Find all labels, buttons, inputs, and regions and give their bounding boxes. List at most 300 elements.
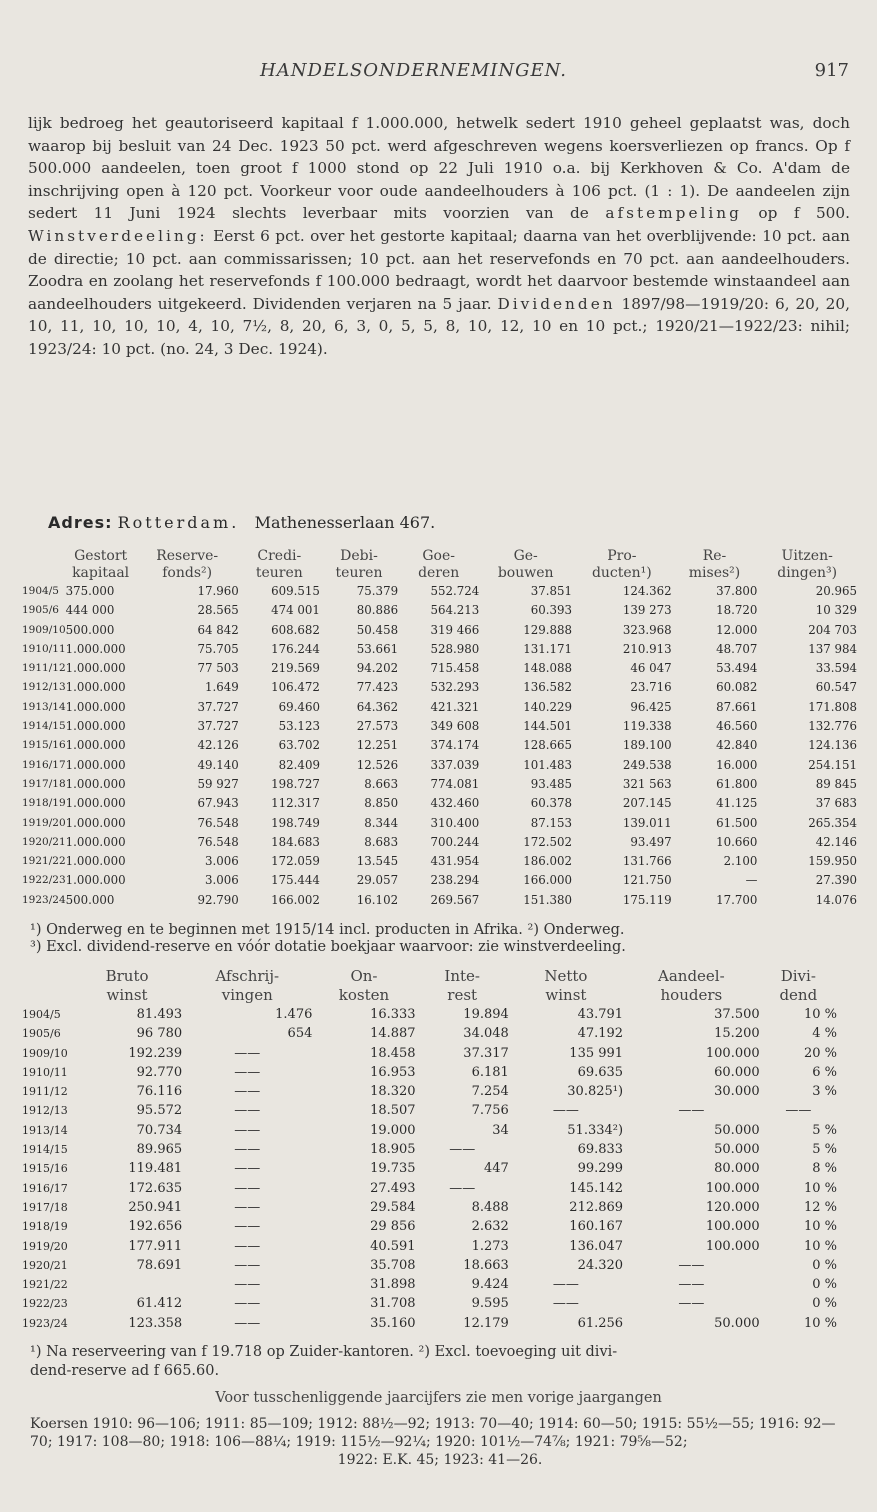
table-cell: 106.472 bbox=[271, 680, 320, 695]
table-cell: 1.000.000 bbox=[65, 834, 126, 849]
column-header-line: dingen³) bbox=[777, 565, 838, 581]
column-header-line: Divi- bbox=[780, 967, 816, 985]
year-cell: 1918/19 bbox=[22, 797, 66, 810]
table-cell: 34.048 bbox=[463, 1026, 509, 1042]
table-cell: 19.894 bbox=[463, 1007, 509, 1022]
table-cell: 37.851 bbox=[530, 584, 573, 598]
column-header bbox=[572, 548, 672, 582]
table-cell: —— bbox=[678, 1103, 705, 1119]
year-cell: 1919/20 bbox=[22, 1239, 68, 1253]
balance-table bbox=[22, 548, 857, 910]
table-cell: 1.000.000 bbox=[65, 641, 126, 656]
column-header-line: winst bbox=[106, 986, 148, 1004]
table-cell: 64 842 bbox=[197, 622, 239, 637]
table-cell: —— bbox=[234, 1238, 261, 1254]
table-cell: 172.502 bbox=[523, 834, 573, 849]
column-header bbox=[182, 967, 312, 1005]
table-cell: 80.886 bbox=[356, 603, 399, 618]
running-title: HANDELSONDERNEMINGEN. bbox=[260, 60, 567, 81]
table-cell: 175.119 bbox=[622, 892, 672, 907]
table-cell: 189.100 bbox=[622, 738, 672, 753]
table-cell: 171.808 bbox=[808, 699, 857, 714]
table-row bbox=[22, 1159, 837, 1178]
table-cell: 18.663 bbox=[463, 1257, 509, 1273]
year-column-header bbox=[22, 967, 72, 1005]
table-cell: 96.425 bbox=[630, 699, 672, 714]
table-cell: 10 329 bbox=[815, 603, 857, 618]
table-row bbox=[22, 698, 857, 717]
column-header-line: kosten bbox=[338, 986, 390, 1004]
table-cell: 93.485 bbox=[530, 776, 573, 791]
year-cell: 1922/23 bbox=[22, 1297, 68, 1311]
column-header-line: winst bbox=[545, 986, 587, 1004]
year-cell: 1917/18 bbox=[22, 1200, 68, 1214]
year-cell: 1922/23 bbox=[22, 874, 66, 887]
table-row bbox=[22, 601, 857, 620]
table-cell: 63.702 bbox=[278, 738, 320, 753]
table-row bbox=[22, 1179, 837, 1198]
table-cell: 119.338 bbox=[622, 719, 672, 734]
table-cell: 552.724 bbox=[430, 584, 480, 598]
table-cell: 0 % bbox=[812, 1257, 837, 1273]
table-cell: 89.965 bbox=[136, 1142, 183, 1158]
table-cell: 14.887 bbox=[370, 1026, 416, 1042]
table-cell: 145.142 bbox=[569, 1180, 624, 1196]
table-cell: 60.082 bbox=[716, 680, 758, 695]
table-cell: 148.088 bbox=[523, 661, 573, 676]
column-header-line: Re- bbox=[702, 548, 727, 564]
table-cell: 528.980 bbox=[430, 641, 480, 656]
table-cell: —— bbox=[234, 1103, 261, 1119]
table-row bbox=[22, 736, 857, 755]
table-cell: 3 % bbox=[812, 1084, 837, 1100]
table-cell: —— bbox=[678, 1257, 705, 1273]
table-cell: 1.000.000 bbox=[65, 680, 126, 695]
year-cell: 1911/12 bbox=[22, 1085, 68, 1099]
table-cell: 144.501 bbox=[523, 719, 573, 734]
table-cell: 8.344 bbox=[364, 815, 399, 830]
column-header bbox=[479, 548, 572, 582]
table-cell: 219.569 bbox=[271, 661, 320, 676]
table-cell: 124.136 bbox=[808, 738, 857, 753]
column-header-line: Ge- bbox=[513, 548, 538, 564]
table-cell: 10 % bbox=[803, 1007, 837, 1022]
column-header-line: Uitzen- bbox=[781, 548, 833, 564]
table-cell: 95.572 bbox=[136, 1103, 183, 1119]
table-cell: 1.000.000 bbox=[65, 776, 126, 791]
table-cell: 82.409 bbox=[278, 757, 320, 772]
table-cell: 654 bbox=[287, 1026, 313, 1042]
table-cell: 67.943 bbox=[197, 796, 239, 811]
table-cell: 60.393 bbox=[530, 603, 573, 618]
table-cell: 53.661 bbox=[356, 641, 399, 656]
table-cell: 17.960 bbox=[197, 584, 239, 598]
table-cell: 16.102 bbox=[356, 892, 399, 907]
table-cell: 7.756 bbox=[471, 1103, 509, 1119]
table-cell: 60.378 bbox=[530, 796, 573, 811]
column-header-line: teuren bbox=[335, 565, 383, 581]
table-cell: 42.840 bbox=[716, 738, 758, 753]
profit-table-header bbox=[22, 967, 837, 1005]
address-street: Mathenesserlaan 467. bbox=[254, 513, 436, 532]
table-cell: 100.000 bbox=[705, 1180, 760, 1196]
table-cell: 2.100 bbox=[723, 854, 758, 869]
table-row bbox=[22, 1082, 837, 1101]
table-cell: 210.913 bbox=[622, 641, 672, 656]
column-header-line: On- bbox=[350, 967, 378, 985]
table-cell: —— bbox=[234, 1296, 261, 1312]
table-cell: 19.000 bbox=[370, 1122, 416, 1138]
table-cell: 6 % bbox=[812, 1064, 837, 1080]
column-header bbox=[416, 967, 509, 1005]
table-cell: 94.202 bbox=[356, 661, 399, 676]
table-cell: 186.002 bbox=[523, 854, 573, 869]
term-afstempeling: afstempeling bbox=[605, 204, 742, 223]
table-cell: 1.000.000 bbox=[65, 661, 126, 676]
table-cell: —— bbox=[785, 1103, 812, 1119]
reference-note: Voor tusschenliggende jaarcijfers zie men vorige jaargangen bbox=[215, 1390, 662, 1406]
table-cell: —— bbox=[234, 1084, 261, 1100]
table-cell: 608.682 bbox=[271, 622, 320, 637]
table-cell: 421.321 bbox=[430, 699, 480, 714]
column-header bbox=[136, 548, 239, 582]
table-cell: 20 % bbox=[803, 1045, 837, 1061]
table-cell bbox=[72, 1275, 182, 1294]
year-cell: 1909/10 bbox=[22, 1046, 68, 1060]
table-cell: 500.000 bbox=[65, 622, 115, 637]
table-row bbox=[22, 1314, 837, 1333]
table-cell: 50.000 bbox=[714, 1142, 760, 1158]
table-cell: 60.000 bbox=[714, 1064, 760, 1080]
table-cell: 37.727 bbox=[197, 699, 239, 714]
term-winstverdeeling: Winstverdeeling: bbox=[28, 226, 208, 245]
table-cell: 2.632 bbox=[471, 1219, 509, 1235]
table-cell: 27.390 bbox=[815, 873, 857, 888]
table-cell: 1.000.000 bbox=[65, 796, 126, 811]
table-row bbox=[22, 1198, 837, 1217]
table-cell: 77 503 bbox=[197, 661, 239, 676]
table-cell: 119.481 bbox=[128, 1161, 183, 1177]
table-cell: 61.412 bbox=[136, 1296, 183, 1312]
table-cell: 27.573 bbox=[356, 719, 399, 734]
table-cell: 175.444 bbox=[271, 873, 320, 888]
table-cell: 500.000 bbox=[65, 892, 115, 907]
table-cell: 49.140 bbox=[197, 757, 239, 772]
table-cell: 29.057 bbox=[356, 873, 399, 888]
table-cell: 31.708 bbox=[370, 1296, 416, 1312]
body-paragraph bbox=[28, 112, 850, 361]
table-row bbox=[22, 794, 857, 813]
table-cell: 18.720 bbox=[716, 603, 758, 618]
year-cell: 1914/15 bbox=[22, 720, 66, 733]
table-cell: 8.488 bbox=[471, 1199, 509, 1215]
table-cell: 50.000 bbox=[714, 1122, 760, 1138]
column-header-line: Netto bbox=[544, 967, 588, 985]
column-header-line: Pro- bbox=[607, 548, 637, 564]
paragraph-text-c: Eerst 6 pct. over het gestorte kapitaal; daarna van het overblijvende: 10 pct. aan de directie; 10 pct. aan commissarissen; 10 pct. aan het reservefonds en 70 pct. aan aandeelhouders. Zoodra en zoolang het reservefonds f 100.000 bedraagt, wordt het daarvoor bestemde winstaandeel aan aandeelhouders uitgekeerd. Dividenden verjaren na 5 jaar. bbox=[28, 226, 850, 313]
year-cell: 1913/14 bbox=[22, 1123, 68, 1137]
paragraph-text-d: 1897/98—1919/20: 6, 20, 20, 10, 11, 10, 10, 10, 4, 10, 7½, 8, 20, 6, 3, 0, 5, 5, 8, 10, 12, 10 en 10 pct.; 1920/21—1922/23: nihil; 1923/24: 10 pct. (no. 24, 3 Dec. 1924). bbox=[28, 294, 850, 358]
table-cell: 112.317 bbox=[271, 796, 320, 811]
table-row bbox=[22, 640, 857, 659]
year-cell: 1920/21 bbox=[22, 1258, 68, 1272]
column-header-line: houders bbox=[660, 986, 723, 1004]
table-cell: 136.582 bbox=[523, 680, 573, 695]
table-cell: 53.123 bbox=[278, 719, 320, 734]
year-cell: 1918/19 bbox=[22, 1220, 68, 1234]
table-cell: 16.333 bbox=[370, 1007, 416, 1022]
table-cell: 100.000 bbox=[705, 1219, 760, 1235]
table-cell: 81.493 bbox=[136, 1007, 183, 1022]
table-cell: —— bbox=[552, 1296, 579, 1312]
column-header-line: Afschrij- bbox=[215, 967, 280, 985]
table-row bbox=[22, 1217, 837, 1236]
table-cell: 18.507 bbox=[370, 1103, 416, 1119]
table-cell: 192.239 bbox=[128, 1045, 183, 1061]
price-history-line: 1922: E.K. 45; 1923: 41—26. bbox=[337, 1452, 543, 1468]
table-cell: 8 % bbox=[812, 1161, 837, 1177]
table-cell: 50.458 bbox=[356, 622, 399, 637]
table-cell: 61.800 bbox=[716, 776, 758, 791]
table-cell: 75.379 bbox=[356, 584, 399, 598]
table-cell: 349 608 bbox=[430, 719, 480, 734]
table-cell: —— bbox=[552, 1277, 579, 1293]
table-cell: 78.691 bbox=[136, 1257, 183, 1273]
table-cell: 128.665 bbox=[523, 738, 573, 753]
table-cell: 18.320 bbox=[370, 1084, 416, 1100]
table-cell: 37.317 bbox=[463, 1045, 509, 1061]
table-cell: 41.125 bbox=[716, 796, 758, 811]
table-row bbox=[22, 1121, 837, 1140]
table-cell: 135 991 bbox=[569, 1045, 624, 1061]
table-cell: 140.229 bbox=[523, 699, 573, 714]
table-cell: —— bbox=[234, 1045, 261, 1061]
table-cell: 99.299 bbox=[577, 1161, 624, 1177]
table-cell: 30.825¹) bbox=[567, 1084, 624, 1100]
footnote-line: dend-reserve ad f 665.60. bbox=[30, 1363, 220, 1379]
paragraph-text-b: op f 500. bbox=[758, 204, 851, 223]
table-cell: 18.905 bbox=[370, 1142, 416, 1158]
table-row bbox=[22, 871, 857, 890]
table-cell: 0 % bbox=[812, 1277, 837, 1293]
page-header bbox=[0, 60, 877, 86]
table-cell: 8.850 bbox=[364, 796, 399, 811]
table-cell: 474 001 bbox=[271, 603, 320, 618]
table-cell: 37.727 bbox=[197, 719, 239, 734]
table-cell: 374.174 bbox=[430, 738, 480, 753]
table-row bbox=[22, 621, 857, 640]
year-cell: 1915/16 bbox=[22, 739, 66, 752]
year-cell: 1914/15 bbox=[22, 1143, 68, 1157]
table-cell: 269.567 bbox=[430, 892, 480, 907]
paragraph-text-a: lijk bedroeg het geautoriseerd kapitaal f 1.000.000, hetwelk sedert 1910 geheel geplaatst was, doch waarop bij besluit van 24 Dec. 1923 50 pct. werd afgeschreven wegens koersverliezen op francs. Op f 500.000 aandeelen, toen groot f 1000 stond op 22 Juli 1910 o.a. bij Kerkhoven & Co. A'dam de inschrijving open à 120 pct. Voorkeur voor oude aandeelhouders à 106 pct. (1 : 1). De aandeelen zijn sedert 11 Juni 1924 slechts leverbaar mits voorzien van de bbox=[28, 114, 850, 223]
column-header bbox=[66, 548, 136, 582]
table-cell: 37 683 bbox=[815, 796, 857, 811]
table-cell: 609.515 bbox=[271, 584, 320, 598]
table-cell: 10 % bbox=[803, 1180, 837, 1196]
year-cell: 1920/21 bbox=[22, 835, 66, 848]
table-cell: —— bbox=[234, 1219, 261, 1235]
term-dividenden: Dividenden bbox=[497, 294, 616, 313]
table-cell: 87.661 bbox=[716, 699, 758, 714]
table-row bbox=[22, 1005, 837, 1024]
table-cell: 166.002 bbox=[271, 892, 320, 907]
table-cell: 1.000.000 bbox=[65, 699, 126, 714]
table-cell: 124.362 bbox=[622, 584, 672, 598]
year-cell: 1916/17 bbox=[22, 758, 66, 771]
profit-footnotes bbox=[30, 1343, 850, 1381]
table-cell: 432.460 bbox=[430, 796, 480, 811]
table-cell: —— bbox=[449, 1142, 476, 1158]
table-cell: 19.735 bbox=[370, 1161, 416, 1177]
table-cell: 59 927 bbox=[197, 776, 239, 791]
table-cell: 16.953 bbox=[370, 1064, 416, 1080]
table-row bbox=[22, 1063, 837, 1082]
table-cell: 92.790 bbox=[197, 892, 239, 907]
table-cell: 10 % bbox=[803, 1315, 837, 1331]
table-row bbox=[22, 891, 857, 910]
column-header-line: fonds²) bbox=[162, 565, 213, 581]
table-cell: 249.538 bbox=[622, 757, 672, 772]
balance-footnotes bbox=[30, 922, 860, 956]
year-cell: 1919/20 bbox=[22, 816, 66, 829]
table-cell: 13.545 bbox=[356, 854, 399, 869]
table-cell: —— bbox=[552, 1103, 579, 1119]
table-cell: 1.649 bbox=[204, 680, 239, 695]
table-cell: — bbox=[745, 873, 758, 888]
table-cell: 204 703 bbox=[808, 622, 857, 637]
footnote-line: ³) Excl. dividend-reserve en vóór dotatie boekjaar waarvoor: zie winstverdeeling. bbox=[30, 939, 626, 955]
table-row bbox=[22, 659, 857, 678]
table-cell: 12.526 bbox=[356, 757, 399, 772]
table-cell: 715.458 bbox=[430, 661, 480, 676]
column-header-line: rest bbox=[447, 986, 478, 1004]
table-cell: 76.548 bbox=[197, 815, 239, 830]
year-cell: 1915/16 bbox=[22, 1162, 68, 1176]
year-cell: 1905/6 bbox=[22, 1027, 61, 1041]
column-header bbox=[672, 548, 758, 582]
table-cell: —— bbox=[234, 1199, 261, 1215]
balance-table-body bbox=[22, 582, 857, 910]
column-header bbox=[239, 548, 320, 582]
table-cell: 1.476 bbox=[275, 1007, 313, 1022]
table-cell: 238.294 bbox=[430, 873, 480, 888]
table-cell: 15.200 bbox=[714, 1026, 760, 1042]
table-cell: —— bbox=[234, 1142, 261, 1158]
table-row bbox=[22, 833, 857, 852]
table-cell: 8.663 bbox=[364, 776, 399, 791]
column-header bbox=[320, 548, 398, 582]
table-cell: 20.965 bbox=[815, 584, 857, 598]
table-cell: 12.251 bbox=[356, 738, 399, 753]
table-cell: 7.254 bbox=[471, 1084, 509, 1100]
year-cell: 1910/11 bbox=[22, 1065, 68, 1079]
table-cell: 192.656 bbox=[128, 1219, 183, 1235]
table-cell: 172.635 bbox=[128, 1180, 183, 1196]
table-cell: 212.869 bbox=[569, 1199, 624, 1215]
table-cell: 60.547 bbox=[815, 680, 857, 695]
address-line bbox=[48, 513, 435, 532]
table-cell: 120.000 bbox=[705, 1199, 760, 1215]
table-cell: 5 % bbox=[812, 1142, 837, 1158]
table-cell: 61.500 bbox=[716, 815, 758, 830]
table-row bbox=[22, 1044, 837, 1063]
table-cell: 80.000 bbox=[714, 1161, 760, 1177]
table-cell: 37.800 bbox=[716, 584, 758, 598]
footnote-line: ¹) Onderweg en te beginnen met 1915/14 incl. producten in Afrika. ²) Onderweg. bbox=[30, 922, 625, 938]
table-cell: 14.076 bbox=[815, 892, 857, 907]
table-row bbox=[22, 1140, 837, 1159]
table-cell: 47.192 bbox=[577, 1026, 624, 1042]
table-cell: 1.000.000 bbox=[65, 719, 126, 734]
table-cell: —— bbox=[234, 1122, 261, 1138]
table-cell: 132.776 bbox=[808, 719, 857, 734]
table-cell: 35.160 bbox=[370, 1315, 416, 1331]
table-cell: 69.833 bbox=[577, 1142, 624, 1158]
table-cell: 1.000.000 bbox=[65, 873, 126, 888]
table-cell: 8.683 bbox=[364, 834, 399, 849]
year-cell: 1905/6 bbox=[22, 604, 59, 617]
table-cell: —— bbox=[234, 1277, 261, 1293]
table-cell: 137 984 bbox=[808, 641, 857, 656]
table-cell: 6.181 bbox=[471, 1064, 509, 1080]
table-cell: 177.911 bbox=[128, 1238, 183, 1254]
table-cell: 40.591 bbox=[370, 1238, 416, 1254]
table-cell: 323.968 bbox=[622, 622, 672, 637]
price-history bbox=[30, 1415, 850, 1469]
table-cell: 0 % bbox=[812, 1296, 837, 1312]
table-cell: 9.424 bbox=[471, 1277, 509, 1293]
profit-table-body bbox=[22, 1005, 837, 1333]
table-cell: 172.059 bbox=[271, 854, 320, 869]
table-cell: 29 856 bbox=[370, 1219, 416, 1235]
table-cell: 1.000.000 bbox=[65, 738, 126, 753]
page-number: 917 bbox=[814, 60, 849, 81]
table-cell: 10 % bbox=[803, 1219, 837, 1235]
table-row bbox=[22, 717, 857, 736]
table-cell: 1.000.000 bbox=[65, 815, 126, 830]
table-row bbox=[22, 1294, 837, 1313]
table-cell: 100.000 bbox=[705, 1238, 760, 1254]
table-row bbox=[22, 1237, 837, 1256]
table-cell: 265.354 bbox=[808, 815, 857, 830]
table-row bbox=[22, 1101, 837, 1120]
column-header-line: bouwen bbox=[497, 565, 554, 581]
year-cell: 1904/5 bbox=[22, 585, 59, 597]
table-cell: 101.483 bbox=[523, 757, 573, 772]
table-cell: 198.727 bbox=[271, 776, 320, 791]
table-cell: 250.941 bbox=[128, 1199, 183, 1215]
table-cell: 310.400 bbox=[430, 815, 480, 830]
table-cell: 1.000.000 bbox=[65, 757, 126, 772]
table-cell: 70.734 bbox=[136, 1122, 183, 1138]
table-cell: 254.151 bbox=[808, 757, 857, 772]
column-header-line: vingen bbox=[221, 986, 273, 1004]
table-cell: 30.000 bbox=[714, 1084, 760, 1100]
table-cell: 1.273 bbox=[471, 1238, 509, 1254]
table-cell: 10.660 bbox=[716, 834, 758, 849]
table-cell: 431.954 bbox=[430, 854, 480, 869]
table-cell: 69.460 bbox=[278, 699, 320, 714]
table-row bbox=[22, 1024, 837, 1043]
table-cell: 53.494 bbox=[716, 661, 758, 676]
table-cell: 12.179 bbox=[463, 1315, 509, 1331]
table-cell: —— bbox=[234, 1315, 261, 1331]
table-cell: 12.000 bbox=[716, 622, 758, 637]
table-cell: 43.791 bbox=[577, 1007, 624, 1022]
year-cell: 1923/24 bbox=[22, 893, 66, 906]
year-cell: 1913/14 bbox=[22, 700, 66, 713]
